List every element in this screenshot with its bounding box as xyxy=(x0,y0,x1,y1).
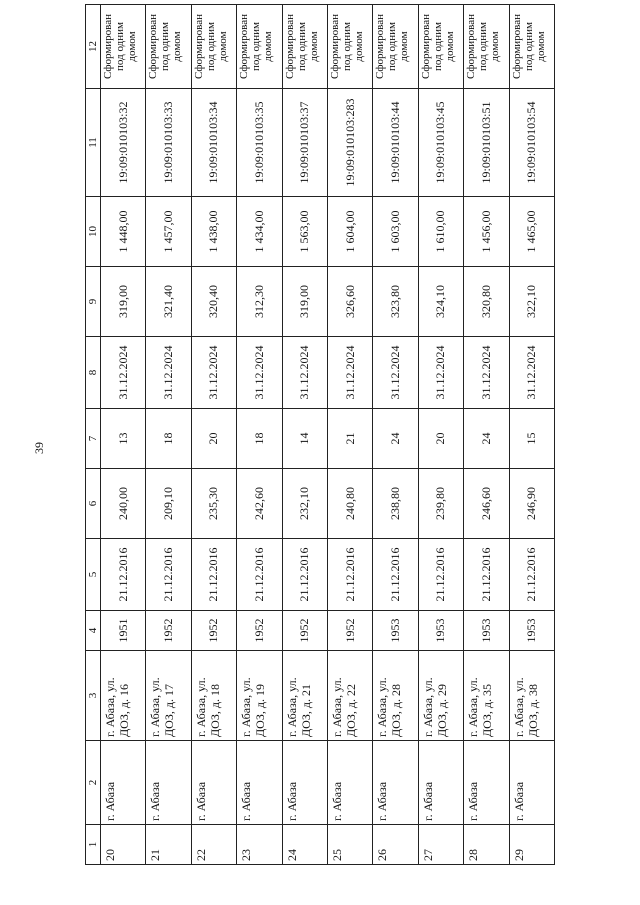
build-year-cell: 1952 xyxy=(237,611,282,651)
build-year-cell: 1953 xyxy=(509,611,554,651)
column-9-cell: 321,40 xyxy=(146,267,191,337)
deadline-date-cell: 31.12.2024 xyxy=(101,337,146,409)
column-9-cell: 312,30 xyxy=(237,267,282,337)
land-status-cell: Сформирован под одним домом xyxy=(282,5,327,89)
cadastral-number-cell: 19:09:010103:44 xyxy=(373,89,418,197)
column-7-cell: 15 xyxy=(509,409,554,469)
survey-date-cell: 21.12.2016 xyxy=(191,539,236,611)
survey-date-cell: 21.12.2016 xyxy=(327,539,372,611)
deadline-date-cell: 31.12.2024 xyxy=(418,337,463,409)
row-number-cell: 22 xyxy=(191,825,236,865)
housing-table xyxy=(85,4,555,865)
table-row xyxy=(327,5,372,865)
survey-date-cell: 21.12.2016 xyxy=(282,539,327,611)
survey-date-cell: 21.12.2016 xyxy=(509,539,554,611)
survey-date-cell: 21.12.2016 xyxy=(373,539,418,611)
cadastral-number-cell: 19:09:010103:34 xyxy=(191,89,236,197)
row-number-cell: 24 xyxy=(282,825,327,865)
column-6-cell: 235,30 xyxy=(191,469,236,539)
column-7-cell: 20 xyxy=(191,409,236,469)
column-10-cell: 1 438,00 xyxy=(191,197,236,267)
build-year-cell: 1952 xyxy=(282,611,327,651)
column-6-cell: 240,80 xyxy=(327,469,372,539)
column-9-cell: 324,10 xyxy=(418,267,463,337)
build-year-cell: 1953 xyxy=(418,611,463,651)
column-10-cell: 1 448,00 xyxy=(101,197,146,267)
row-number-cell: 20 xyxy=(101,825,146,865)
address-cell: г. Абаза, ул. ДОЗ, д. 21 xyxy=(282,651,327,741)
column-header: 8 xyxy=(86,337,101,409)
survey-date-cell: 21.12.2016 xyxy=(101,539,146,611)
column-9-cell: 319,00 xyxy=(282,267,327,337)
column-7-cell: 21 xyxy=(327,409,372,469)
column-header: 11 xyxy=(86,89,101,197)
table-body xyxy=(101,5,555,865)
column-header: 7 xyxy=(86,409,101,469)
deadline-date-cell: 31.12.2024 xyxy=(282,337,327,409)
deadline-date-cell: 31.12.2024 xyxy=(327,337,372,409)
cadastral-number-cell: 19:09:010103:51 xyxy=(464,89,509,197)
city-cell: г. Абаза xyxy=(373,741,418,825)
column-header: 3 xyxy=(86,651,101,741)
column-7-cell: 24 xyxy=(373,409,418,469)
column-6-cell: 240,00 xyxy=(101,469,146,539)
cadastral-number-cell: 19:09:010103:35 xyxy=(237,89,282,197)
row-number-cell: 29 xyxy=(509,825,554,865)
table-row xyxy=(101,5,146,865)
build-year-cell: 1953 xyxy=(373,611,418,651)
build-year-cell: 1952 xyxy=(146,611,191,651)
build-year-cell: 1953 xyxy=(464,611,509,651)
city-cell: г. Абаза xyxy=(101,741,146,825)
land-status-cell: Сформирован под одним домом xyxy=(191,5,236,89)
column-6-cell: 238,80 xyxy=(373,469,418,539)
column-10-cell: 1 610,00 xyxy=(418,197,463,267)
column-9-cell: 320,40 xyxy=(191,267,236,337)
row-number-cell: 26 xyxy=(373,825,418,865)
row-number-cell: 25 xyxy=(327,825,372,865)
address-cell: г. Абаза, ул. ДОЗ, д. 19 xyxy=(237,651,282,741)
deadline-date-cell: 31.12.2024 xyxy=(509,337,554,409)
column-7-cell: 24 xyxy=(464,409,509,469)
header-row xyxy=(86,5,101,865)
column-header: 6 xyxy=(86,469,101,539)
column-6-cell: 239,80 xyxy=(418,469,463,539)
city-cell: г. Абаза xyxy=(237,741,282,825)
city-cell: г. Абаза xyxy=(418,741,463,825)
column-9-cell: 322,10 xyxy=(509,267,554,337)
survey-date-cell: 21.12.2016 xyxy=(418,539,463,611)
column-10-cell: 1 563,00 xyxy=(282,197,327,267)
deadline-date-cell: 31.12.2024 xyxy=(146,337,191,409)
column-10-cell: 1 604,00 xyxy=(327,197,372,267)
land-status-cell: Сформирован под одним домом xyxy=(237,5,282,89)
build-year-cell: 1952 xyxy=(327,611,372,651)
cadastral-number-cell: 19:09:010103:37 xyxy=(282,89,327,197)
column-10-cell: 1 457,00 xyxy=(146,197,191,267)
address-cell: г. Абаза, ул. ДОЗ, д. 16 xyxy=(101,651,146,741)
build-year-cell: 1951 xyxy=(101,611,146,651)
city-cell: г. Абаза xyxy=(146,741,191,825)
city-cell: г. Абаза xyxy=(191,741,236,825)
column-header: 10 xyxy=(86,197,101,267)
column-9-cell: 326,60 xyxy=(327,267,372,337)
cadastral-number-cell: 19:09:010103:45 xyxy=(418,89,463,197)
table-row xyxy=(146,5,191,865)
column-7-cell: 20 xyxy=(418,409,463,469)
column-7-cell: 13 xyxy=(101,409,146,469)
row-number-cell: 23 xyxy=(237,825,282,865)
row-number-cell: 28 xyxy=(464,825,509,865)
column-10-cell: 1 456,00 xyxy=(464,197,509,267)
build-year-cell: 1952 xyxy=(191,611,236,651)
housing-table-container xyxy=(85,14,555,865)
column-10-cell: 1 603,00 xyxy=(373,197,418,267)
page-number: 39 xyxy=(32,442,46,454)
row-number-cell: 27 xyxy=(418,825,463,865)
city-cell: г. Абаза xyxy=(509,741,554,825)
table-row xyxy=(237,5,282,865)
land-status-cell: Сформирован под одним домом xyxy=(327,5,372,89)
land-status-cell: Сформирован под одним домом xyxy=(418,5,463,89)
column-7-cell: 18 xyxy=(146,409,191,469)
survey-date-cell: 21.12.2016 xyxy=(146,539,191,611)
column-header: 2 xyxy=(86,741,101,825)
address-cell: г. Абаза, ул. ДОЗ, д. 28 xyxy=(373,651,418,741)
survey-date-cell: 21.12.2016 xyxy=(464,539,509,611)
column-6-cell: 232,10 xyxy=(282,469,327,539)
land-status-cell: Сформирован под одним домом xyxy=(464,5,509,89)
cadastral-number-cell: 19:09:010103:283 xyxy=(327,89,372,197)
table-row xyxy=(282,5,327,865)
column-header: 12 xyxy=(86,5,101,89)
column-header: 9 xyxy=(86,267,101,337)
column-6-cell: 242,60 xyxy=(237,469,282,539)
land-status-cell: Сформирован под одним домом xyxy=(101,5,146,89)
column-7-cell: 18 xyxy=(237,409,282,469)
column-7-cell: 14 xyxy=(282,409,327,469)
column-header: 4 xyxy=(86,611,101,651)
land-status-cell: Сформирован под одним домом xyxy=(373,5,418,89)
cadastral-number-cell: 19:09:010103:54 xyxy=(509,89,554,197)
city-cell: г. Абаза xyxy=(464,741,509,825)
column-10-cell: 1 465,00 xyxy=(509,197,554,267)
cadastral-number-cell: 19:09:010103:33 xyxy=(146,89,191,197)
table-row xyxy=(464,5,509,865)
table-row xyxy=(418,5,463,865)
deadline-date-cell: 31.12.2024 xyxy=(191,337,236,409)
city-cell: г. Абаза xyxy=(327,741,372,825)
table-row xyxy=(373,5,418,865)
deadline-date-cell: 31.12.2024 xyxy=(237,337,282,409)
deadline-date-cell: 31.12.2024 xyxy=(373,337,418,409)
land-status-cell: Сформирован под одним домом xyxy=(146,5,191,89)
survey-date-cell: 21.12.2016 xyxy=(237,539,282,611)
deadline-date-cell: 31.12.2024 xyxy=(464,337,509,409)
land-status-cell: Сформирован под одним домом xyxy=(509,5,554,89)
column-6-cell: 246,60 xyxy=(464,469,509,539)
address-cell: г. Абаза, ул. ДОЗ, д. 18 xyxy=(191,651,236,741)
column-9-cell: 323,80 xyxy=(373,267,418,337)
column-10-cell: 1 434,00 xyxy=(237,197,282,267)
address-cell: г. Абаза, ул. ДОЗ, д. 17 xyxy=(146,651,191,741)
table-row xyxy=(509,5,554,865)
column-9-cell: 320,80 xyxy=(464,267,509,337)
column-header: 1 xyxy=(86,825,101,865)
address-cell: г. Абаза, ул. ДОЗ, д. 35 xyxy=(464,651,509,741)
column-6-cell: 246,90 xyxy=(509,469,554,539)
column-9-cell: 319,00 xyxy=(101,267,146,337)
address-cell: г. Абаза, ул. ДОЗ, д. 38 xyxy=(509,651,554,741)
column-header: 5 xyxy=(86,539,101,611)
city-cell: г. Абаза xyxy=(282,741,327,825)
row-number-cell: 21 xyxy=(146,825,191,865)
address-cell: г. Абаза, ул. ДОЗ, д. 22 xyxy=(327,651,372,741)
column-6-cell: 209,10 xyxy=(146,469,191,539)
cadastral-number-cell: 19:09:010103:32 xyxy=(101,89,146,197)
table-row xyxy=(191,5,236,865)
address-cell: г. Абаза, ул. ДОЗ, д. 29 xyxy=(418,651,463,741)
